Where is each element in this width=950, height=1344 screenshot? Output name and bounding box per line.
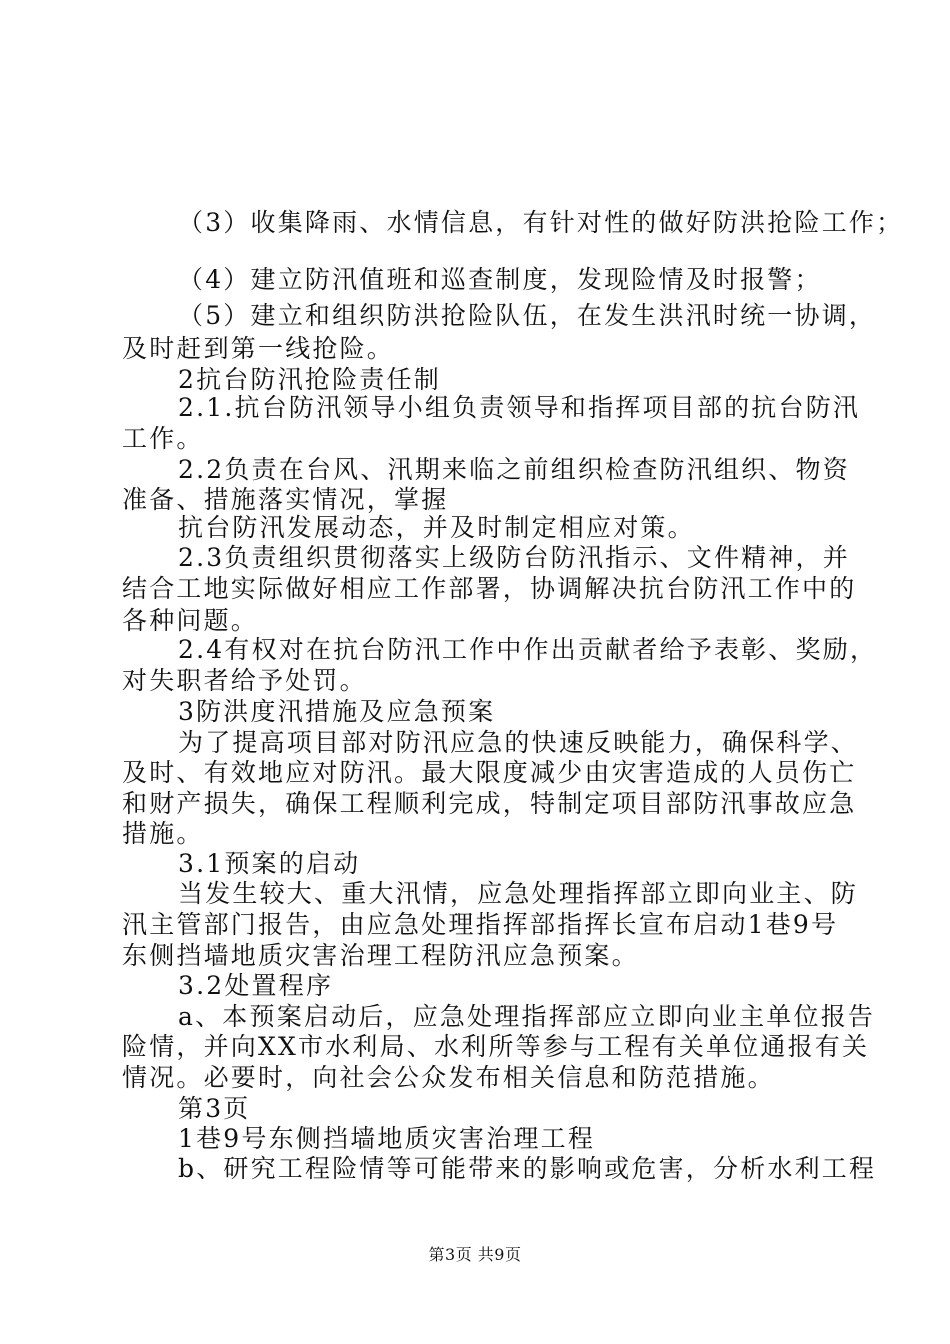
text-line: b、研究工程险情等可能带来的影响或危害，分析水利工程 <box>178 1154 877 1183</box>
text-line: 情况。必要时，向社会公众发布相关信息和防范措施。 <box>122 1063 775 1092</box>
text-line: 1巷9号东侧挡墙地质灾害治理工程 <box>178 1124 596 1153</box>
text-line: 及时赶到第一线抢险。 <box>122 334 395 363</box>
text-line: 2.4有权对在抗台防汛工作中作出贡献者给予表彰、奖励， <box>178 635 878 664</box>
text-line: 抗台防汛发展动态，并及时制定相应对策。 <box>178 513 695 542</box>
text-line: a、本预案启动后，应急处理指挥部应立即向业主单位报告 <box>178 1002 876 1031</box>
text-line: 当发生较大、重大汛情，应急处理指挥部立即向业主、防 <box>178 879 859 908</box>
subsection-heading: 3.2处置程序 <box>178 971 334 1000</box>
text-line: （4）建立防汛值班和巡查制度，发现险情及时报警； <box>178 265 822 294</box>
subsection-heading: 3.1预案的启动 <box>178 849 361 878</box>
text-line: 为了提高项目部对防汛应急的快速反映能力，确保科学、 <box>178 728 859 757</box>
text-line: 对失职者给予处罚。 <box>122 666 367 695</box>
section-heading: 3防洪度汛措施及应急预案 <box>178 697 496 726</box>
text-line: 和财产损失，确保工程顺利完成，特制定项目部防汛事故应急 <box>122 789 857 818</box>
text-line: 准备、措施落实情况，掌握 <box>122 485 449 514</box>
text-line: 东侧挡墙地质灾害治理工程防汛应急预案。 <box>122 941 639 970</box>
text-line: 工作。 <box>122 424 204 453</box>
text-line: 2.1.抗台防汛领导小组负责领导和指挥项目部的抗台防汛 <box>178 393 861 422</box>
text-line: 结合工地实际做好相应工作部署，协调解决抗台防汛工作中的 <box>122 574 857 603</box>
text-line: 及时、有效地应对防汛。最大限度减少由灾害造成的人员伤亡 <box>122 758 857 787</box>
text-line: 险情，并向XX市水利局、水利所等参与工程有关单位通报有关 <box>122 1032 870 1061</box>
text-line: 2.2负责在台风、汛期来临之前组织检查防汛组织、物资 <box>178 455 850 484</box>
text-line: 各种问题。 <box>122 606 259 635</box>
text-line: 第3页 <box>178 1094 251 1123</box>
section-heading: 2抗台防汛抢险责任制 <box>178 365 441 394</box>
text-line: 2.3负责组织贯彻落实上级防台防汛指示、文件精神，并 <box>178 543 850 572</box>
page-footer: 第3页 共9页 <box>428 1245 522 1264</box>
text-line: 汛主管部门报告，由应急处理指挥部指挥长宣布启动1巷9号 <box>122 910 839 939</box>
text-line: 措施。 <box>122 819 204 848</box>
text-line: （5）建立和组织防洪抢险队伍，在发生洪汛时统一协调， <box>178 301 877 330</box>
text-line: （3）收集降雨、水情信息，有针对性的做好防洪抢险工作； <box>178 208 904 237</box>
